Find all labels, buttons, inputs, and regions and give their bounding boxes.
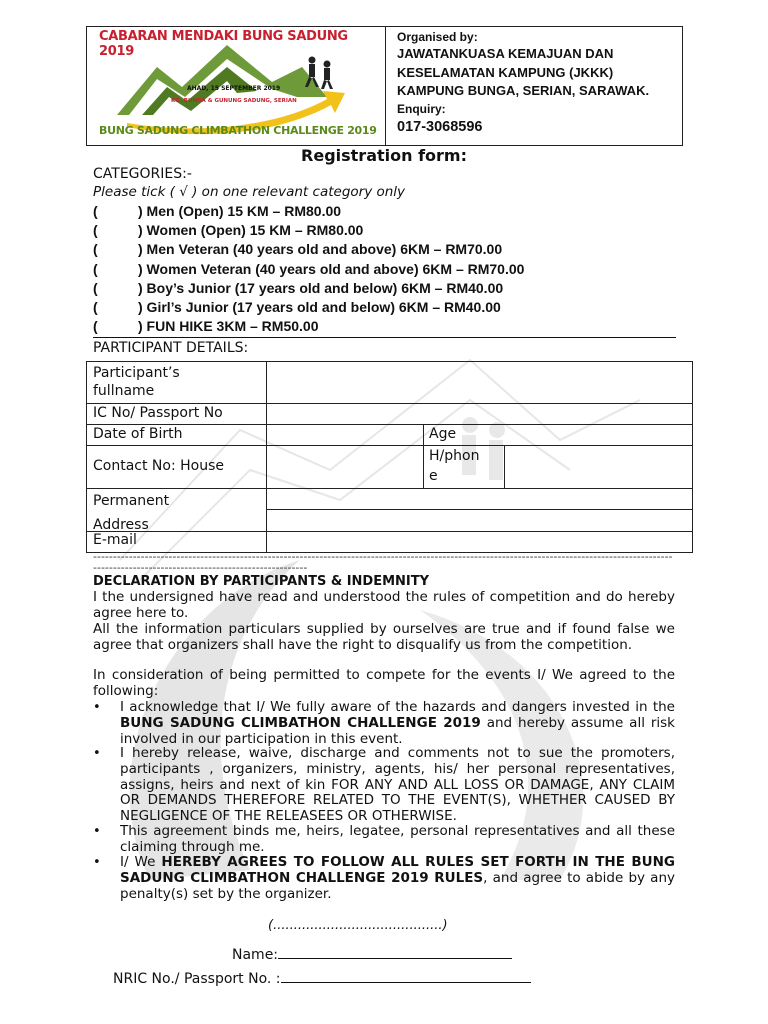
declaration-para-1: I the undersigned have read and understood the rules of competition and do hereby agree here to. (93, 589, 675, 621)
logo-subtitle: BUNG SADUNG CLIMBATHON CHALLENGE 2019 (99, 124, 377, 137)
organised-by-label: Organised by: (397, 30, 478, 44)
contact-house-label: Contact No: House (93, 458, 224, 474)
header-box (86, 26, 683, 146)
declaration-bullet-3: • This agreement binds me, heirs, legatee, personal representatives and all these claiming through me. (93, 823, 675, 855)
name-field[interactable] (232, 944, 512, 963)
event-logo (87, 27, 386, 145)
category-label: ) Men Veteran (40 years old and above) 6KM – RM70.00 (138, 241, 503, 257)
category-men-open[interactable] (93, 203, 341, 219)
declaration-para-3: In consideration of being permitted to compete for the events I/ We agreed to the following: (93, 667, 675, 699)
checkbox-paren[interactable]: ( (93, 222, 98, 238)
category-girls-junior[interactable] (93, 299, 501, 315)
category-women-open[interactable] (93, 222, 363, 238)
organiser-line-3: KAMPUNG BUNGA, SERIAN, SARAWAK. (397, 83, 650, 98)
contact-house-input[interactable] (267, 446, 423, 488)
dashed-separator: -------------------------------------------------------------------------------------------------------------------------------------------------------------------------------------------------------- (93, 551, 673, 571)
enquiry-phone: 017-3068596 (397, 118, 483, 135)
checkbox-paren[interactable]: ( (93, 318, 98, 334)
address-input[interactable] (267, 489, 692, 531)
checkbox-paren[interactable]: ( (93, 299, 98, 315)
declaration-heading: DECLARATION BY PARTICIPANTS & INDEMNITY (93, 574, 430, 589)
nric-field[interactable] (113, 968, 531, 987)
organiser-line-2: KESELAMATAN KAMPUNG (JKKK) (397, 64, 614, 80)
bullet-icon: • (93, 700, 101, 715)
tick-instruction: Please tick ( √ ) on one relevant category only (93, 184, 406, 200)
form-title: Registration form: (301, 146, 467, 165)
climbers-icon (305, 57, 333, 90)
category-women-veteran[interactable] (93, 261, 524, 277)
logo-date: AHAD, 15 SEPTEMBER 2019 (187, 85, 281, 92)
participant-details-heading: PARTICIPANT DETAILS: (93, 340, 249, 356)
fullname-label: Participant’s fullname (93, 365, 180, 399)
nric-label: NRIC No./ Passport No. : (113, 971, 281, 987)
category-men-veteran[interactable] (93, 241, 502, 257)
bullet-icon: • (93, 855, 101, 870)
organiser-line-1: JAWATANKUASA KEMAJUAN DAN (397, 46, 614, 61)
category-label: ) Boy’s Junior (17 years old and below) 6KM – RM40.00 (138, 280, 504, 296)
age-label: Age (429, 426, 457, 442)
category-label: ) Men (Open) 15 KM – RM80.00 (138, 203, 342, 219)
logo-event-title: CABARAN MENDAKI BUNG SADUNG 2019 (99, 29, 348, 59)
category-label: ) Girl’s Junior (17 years old and below) 6KM – RM40.00 (138, 299, 501, 315)
category-label: ) Women Veteran (40 years old and above) 6KM – RM70.00 (138, 261, 525, 277)
category-label: ) Women (Open) 15 KM – RM80.00 (138, 222, 364, 238)
logo-venue: KG. BUNGA & GUNUNG SADUNG, SERIAN (171, 98, 297, 104)
checkbox-paren[interactable]: ( (93, 261, 98, 277)
declaration-bullet-1: • I acknowledge that I/ We fully aware of the hazards and dangers invested in the BUNG SADUNG CLIMBATHON CHALLENGE 2019 and hereby assume all risk involved in our participation in this event. (93, 699, 675, 747)
bullet-icon: • (93, 746, 101, 761)
signature-field[interactable]: (.........................................) (268, 918, 448, 933)
dob-label: Date of Birth (93, 426, 183, 442)
fullname-input[interactable] (267, 362, 692, 403)
checkbox-paren[interactable]: ( (93, 241, 98, 257)
category-boys-junior[interactable] (93, 280, 503, 296)
nric-input[interactable] (281, 968, 531, 983)
participant-details-table (86, 361, 693, 553)
categories-heading: CATEGORIES:- (93, 166, 192, 182)
checkbox-paren[interactable]: ( (93, 280, 98, 296)
categories-divider (93, 337, 676, 338)
declaration-para-2: All the information particulars supplied by ourselves are true and if found false we agree that organizers shall have the right to disqualify us from the competition. (93, 621, 675, 653)
ic-passport-label: IC No/ Passport No (93, 405, 223, 421)
checkbox-paren[interactable]: ( (93, 203, 98, 219)
age-input[interactable] (505, 425, 692, 445)
name-input[interactable] (278, 944, 512, 959)
bullet-icon: • (93, 824, 101, 839)
declaration-bullet-2: • I hereby release, waive, discharge and comments not to sue the promoters, participants , organizers, ministry, agents, his/ her personal representatives, assigns, heirs and next of kin FOR ANY AND ALL LOSS OR DAMAGE, ANY CLAIM OR DEMANDS THEREFORE RELATED TO THE EVENT(S), WHETHER CAUSED BY NEGLIGENCE OF THE RELEASEES OR OTHERWISE. (93, 745, 675, 825)
email-input[interactable] (267, 532, 692, 552)
address-label: Permanent Address (93, 493, 170, 533)
hphone-input[interactable] (505, 446, 692, 488)
enquiry-label: Enquiry: (397, 101, 446, 116)
name-label: Name: (232, 947, 279, 963)
category-label: ) FUN HIKE 3KM – RM50.00 (138, 318, 319, 334)
hphone-label: H/phon e (429, 448, 480, 484)
organiser-info (387, 27, 683, 145)
email-label: E-mail (93, 532, 137, 548)
ic-passport-input[interactable] (267, 404, 692, 424)
category-fun-hike[interactable] (93, 318, 318, 334)
dob-input[interactable] (267, 425, 423, 445)
declaration-bullet-4: • I/ We HEREBY AGREES TO FOLLOW ALL RULES SET FORTH IN THE BUNG SADUNG CLIMBATHON CHALLENGE 2019 RULES, and agree to abide by any penalty(s) set by the organizer. (93, 854, 675, 902)
